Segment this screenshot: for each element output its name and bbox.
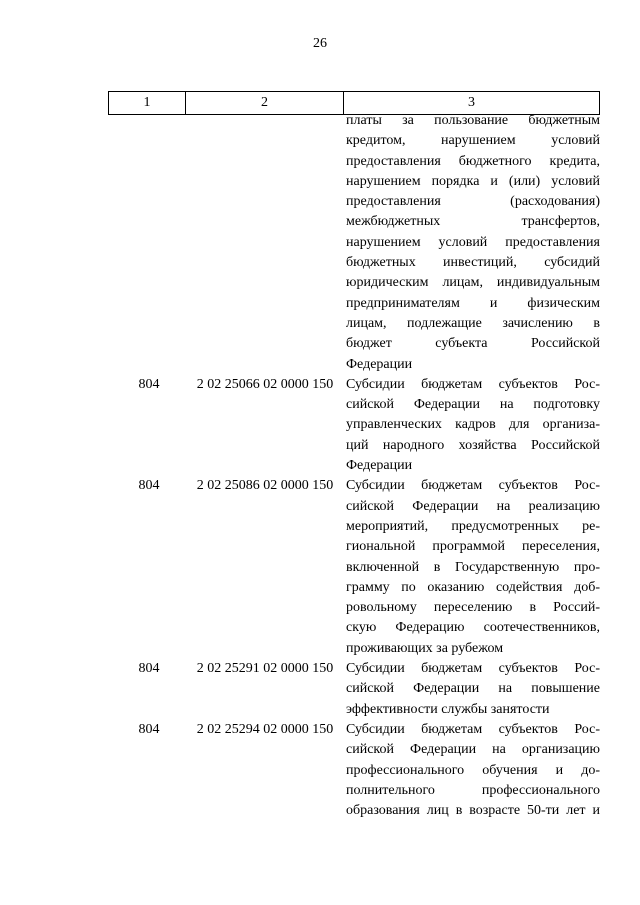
table-row — [108, 476, 600, 659]
income-code-cell: 2 02 25291 02 0000 150 — [196, 661, 334, 677]
income-name-line: юридическим лицам, индивидуальным — [346, 275, 600, 291]
income-name-line: полнительного профессионального — [346, 782, 600, 798]
income-name-line: сийской Федерации на реализацию — [346, 498, 600, 514]
income-name-line: ровольному переселению в Россий- — [346, 600, 600, 616]
income-name-line: сийской Федерации на повышение — [346, 681, 600, 697]
page-number: 26 — [313, 36, 327, 51]
income-code-cell: 2 02 25066 02 0000 150 — [196, 376, 334, 392]
table-row — [108, 375, 600, 476]
income-name-line: нарушением порядка и (или) условий — [346, 173, 600, 189]
income-name-line: нарушением условий предоставления — [346, 234, 600, 250]
income-name-line: предпринимателям и физическим — [346, 295, 600, 311]
income-name-line: лицам, подлежащие зачислению в — [346, 315, 600, 331]
income-name-cell — [342, 111, 600, 375]
header-col-1: 1 — [143, 95, 151, 110]
income-name-line: управленческих кадров для организа- — [346, 417, 600, 433]
income-name-line: сийской Федерации на подготовку — [346, 397, 600, 413]
income-code-cell: 2 02 25294 02 0000 150 — [196, 721, 334, 737]
income-name-line: гиональной программой переселения, — [346, 539, 600, 555]
income-name-line: межбюджетных трансфертов, — [346, 214, 600, 230]
income-name-line: кредитом, нарушением условий — [346, 133, 600, 149]
income-name-cell — [342, 659, 600, 720]
income-name-line: Субсидии бюджетам субъектов Рос- — [346, 376, 600, 392]
income-name-line: бюджет субъекта Российской — [346, 336, 600, 352]
income-name-line: бюджетных инвестиций, субсидий — [346, 255, 600, 271]
table-row — [108, 720, 600, 821]
admin-code-cell: 804 — [138, 478, 160, 494]
income-name-cell — [342, 375, 600, 476]
income-code-cell: 2 02 25086 02 0000 150 — [196, 478, 334, 494]
income-name-line: эффективности службы занятости — [346, 701, 550, 717]
income-name-line: предоставления бюджетного кредита, — [346, 153, 600, 169]
income-name-line: грамму по оказанию содействия доб- — [346, 579, 600, 595]
table-body — [108, 111, 600, 821]
income-name-cell — [342, 720, 600, 821]
income-name-line: сийской Федерации на организацию — [346, 742, 600, 758]
income-name-line: Субсидии бюджетам субъектов Рос- — [346, 661, 600, 677]
income-name-line: включенной в Государственную про- — [346, 559, 600, 575]
admin-code-cell — [108, 111, 184, 375]
income-name-line: ций народного хозяйства Российской — [346, 437, 600, 453]
income-name-line: образования лиц в возрасте 50-ти лет и — [346, 803, 600, 819]
admin-code-cell: 804 — [138, 661, 160, 677]
income-name-line: профессионального обучения и до- — [346, 762, 600, 778]
header-col-2: 2 — [185, 92, 343, 114]
header-col-3: 3 — [343, 92, 599, 114]
income-name-line: предоставления (расходования) — [346, 194, 600, 210]
income-name-line: Субсидии бюджетам субъектов Рос- — [346, 721, 600, 737]
income-name-line: платы за пользование бюджетным — [346, 113, 600, 128]
income-name-line: скую Федерацию соотечественников, — [346, 620, 600, 636]
income-code-cell — [184, 111, 342, 375]
income-codes-table — [108, 91, 600, 821]
admin-code-cell: 804 — [138, 376, 160, 392]
income-name-line: мероприятий, предусмотренных ре- — [346, 518, 600, 534]
income-name-line: Субсидии бюджетам субъектов Рос- — [346, 478, 600, 494]
table-row — [108, 659, 600, 720]
income-name-cell — [342, 476, 600, 659]
table-row — [108, 111, 600, 375]
income-name-line: Федерации — [346, 356, 413, 372]
income-name-line: проживающих за рубежом — [346, 640, 504, 656]
income-name-line: Федерации — [346, 458, 413, 474]
admin-code-cell: 804 — [138, 721, 160, 737]
